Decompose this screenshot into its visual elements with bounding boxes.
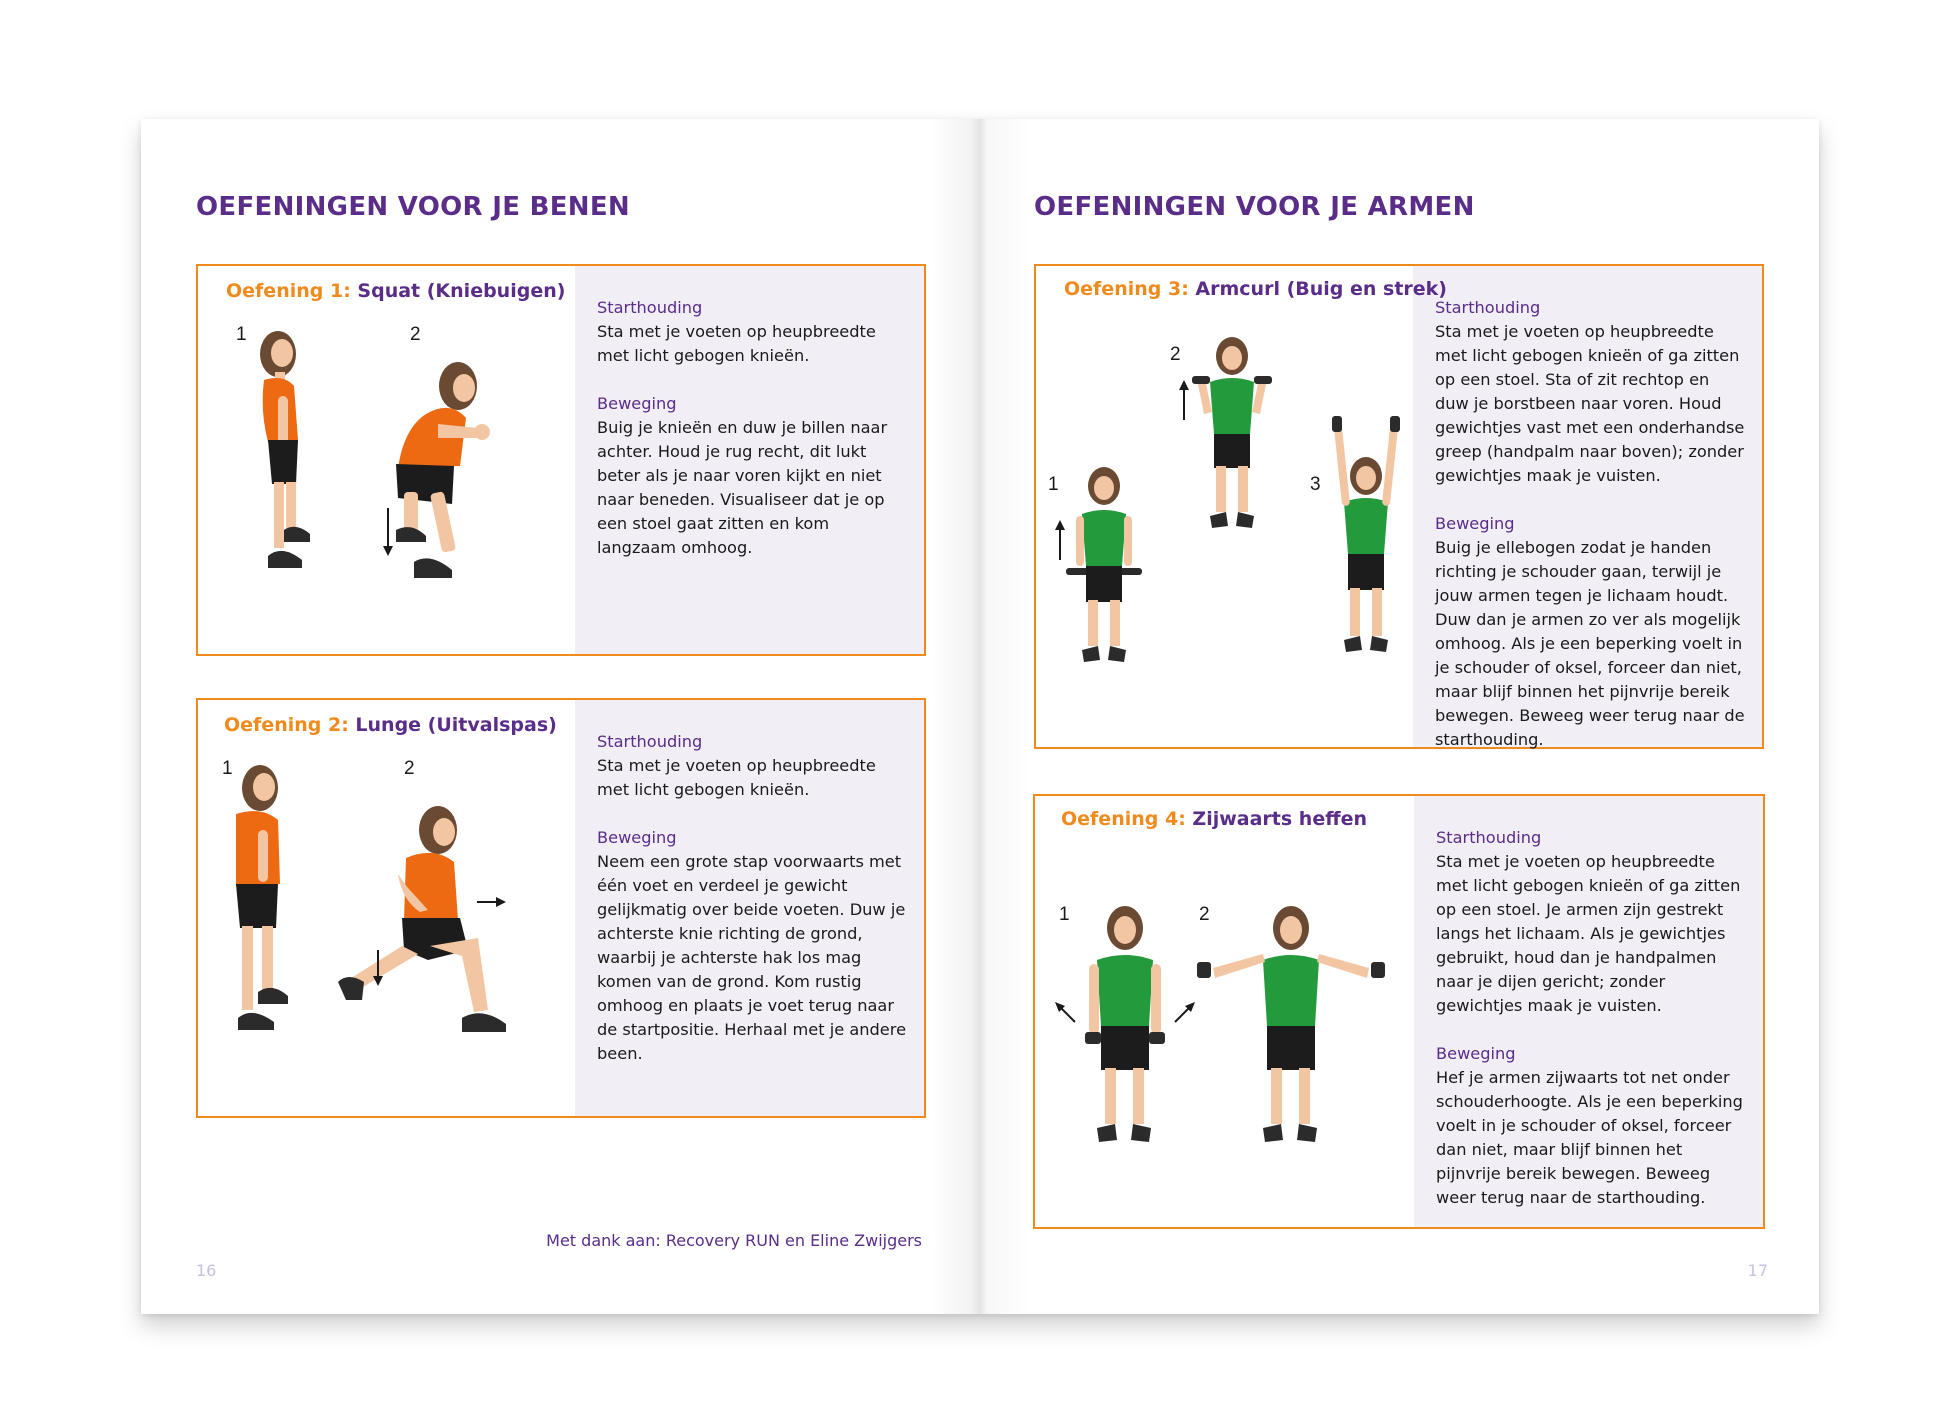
section-title-arms: OEFENINGEN VOOR JE ARMEN — [1034, 192, 1475, 222]
exercise-name: Lunge (Uitvalspas) — [355, 714, 557, 736]
exercise-description — [1435, 296, 1748, 752]
exercise-text-panel — [1414, 796, 1763, 1227]
movement-text: Neem een grote stap voorwaarts met één voet en verdeel je gewicht gelijkmatig over beide voeten. Duw je achterste knie richting de grond, waarbij je achterste hak los mag komen van de grond. Kom rustig omhoog en plaats je voet terug naar de startpositie. Herhaal met je andere been. — [597, 852, 907, 1063]
squat-illustration — [198, 316, 568, 646]
step-label: 1 — [1059, 904, 1070, 925]
exercise-description — [597, 730, 910, 1066]
exercise-title — [1061, 808, 1367, 830]
exercise-card-lateral-raise — [1033, 794, 1765, 1229]
exercise-name: Zijwaarts heffen — [1192, 808, 1368, 830]
start-position-label: Starthouding — [597, 298, 703, 317]
step-label: 2 — [410, 324, 421, 345]
step-label: 2 — [1170, 344, 1181, 365]
movement-text: Buig je knieën en duw je billen naar achter. Houd je rug recht, dit lukt beter als je naar voren kijkt en niet naar beneden. Visualiseer dat je op een stoel gaat zitten en kom langzaam omhoog. — [597, 418, 888, 557]
standing-figure — [236, 765, 288, 1030]
armcurl-illustration — [1036, 316, 1406, 736]
movement-text: Hef je armen zijwaarts tot net onder schouderhoogte. Als je een beperking voelt in je schouder of oksel, forceer dan niet, maar blijf binnen het pijnvrije bereik bewegen. Beweeg weer terug naar de starthouding. — [1436, 1068, 1743, 1207]
exercise-description — [1436, 826, 1749, 1210]
lateral-raise-illustration — [1035, 846, 1405, 1226]
step-label: 1 — [222, 758, 233, 779]
exercise-description — [597, 296, 910, 560]
exercise-text-panel — [1413, 266, 1762, 747]
section-title-legs: OEFENINGEN VOOR JE BENEN — [196, 192, 630, 222]
right-page — [980, 119, 1819, 1314]
start-position-text: Sta met je voeten op heupbreedte met licht gebogen knieën. — [597, 322, 876, 365]
start-position-text: Sta met je voeten op heupbreedte met licht gebogen knieën of ga zitten op een stoel. Sta of zit rechtop en duw je borstbeen naar voren. Houd gewichtjes vast met een onderhandse greep (handpalm naar boven); zonder gewichtjes maak je vuisten. — [1435, 322, 1745, 485]
exercise-name: Armcurl (Buig en strek) — [1195, 278, 1447, 300]
standing-figure-arms-down — [1085, 906, 1165, 1142]
start-position-text: Sta met je voeten op heupbreedte met licht gebogen knieën of ga zitten op een stoel. Je armen zijn gestrekt langs het lichaam. Als je gewichtjes gebruikt, houd dan je handpalmen naar je dijen gericht; zonder gewichtjes maak je vuisten. — [1436, 852, 1741, 1015]
step-label: 2 — [404, 758, 415, 779]
lunging-figure — [338, 806, 506, 1032]
start-position-label: Starthouding — [597, 732, 703, 751]
exercise-number: Oefening 4: — [1061, 808, 1186, 830]
exercise-title — [1064, 278, 1447, 300]
movement-label: Beweging — [597, 394, 677, 413]
movement-label: Beweging — [1435, 514, 1515, 533]
step-label: 3 — [1310, 474, 1321, 495]
exercise-text-panel — [575, 266, 924, 654]
start-position-text: Sta met je voeten op heupbreedte met licht gebogen knieën. — [597, 756, 876, 799]
exercise-card-armcurl — [1034, 264, 1764, 749]
page-number: 16 — [196, 1261, 217, 1280]
left-page — [141, 119, 980, 1314]
standing-figure-press — [1332, 416, 1400, 652]
standing-figure-arms-raised — [1197, 906, 1385, 1142]
step-label: 2 — [1199, 904, 1210, 925]
exercise-number: Oefening 3: — [1064, 278, 1189, 300]
standing-figure-weights-down — [1066, 467, 1142, 662]
credit-text: Met dank aan: Recovery RUN en Eline Zwijgers — [546, 1231, 922, 1250]
movement-label: Beweging — [1436, 1044, 1516, 1063]
standing-figure-curl — [1192, 337, 1272, 528]
exercise-title — [226, 280, 565, 302]
start-position-label: Starthouding — [1436, 828, 1542, 847]
exercise-title — [224, 714, 557, 736]
standing-figure — [260, 331, 310, 568]
page-number: 17 — [1747, 1261, 1768, 1280]
step-label: 1 — [236, 324, 247, 345]
exercise-card-lunge — [196, 698, 926, 1118]
exercise-number: Oefening 2: — [224, 714, 349, 736]
movement-text: Buig je ellebogen zodat je handen richting je schouder gaan, terwijl je jouw armen tegen je lichaam houdt. Duw dan je armen zo ver als mogelijk omhoog. Als je een beperking voelt in je schouder of oksel, forceer dan niet, maar blijf binnen het pijnvrije bereik bewegen. Beweeg weer terug naar de starthouding. — [1435, 538, 1745, 749]
exercise-name: Squat (Kniebuigen) — [357, 280, 566, 302]
squatting-figure — [396, 362, 490, 578]
booklet-spread — [141, 119, 1819, 1314]
step-label: 1 — [1048, 474, 1059, 495]
movement-label: Beweging — [597, 828, 677, 847]
exercise-card-squat — [196, 264, 926, 656]
exercise-number: Oefening 1: — [226, 280, 351, 302]
start-position-label: Starthouding — [1435, 298, 1541, 317]
lunge-illustration — [198, 750, 568, 1110]
exercise-text-panel — [575, 700, 924, 1116]
